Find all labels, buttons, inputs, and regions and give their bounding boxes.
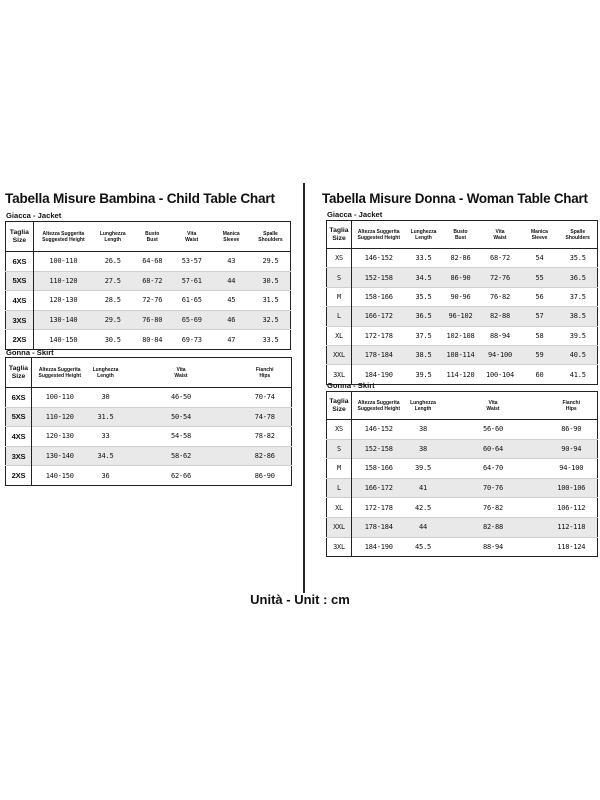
measurement-cell: 152-158: [352, 439, 406, 459]
size-cell: L: [327, 478, 352, 498]
measurement-cell: 118-124: [546, 537, 598, 557]
size-cell: 3XL: [327, 365, 352, 384]
woman-skirt-table: [326, 391, 598, 557]
size-cell: 2XS: [6, 330, 34, 350]
measurement-cell: 42.5: [406, 498, 441, 518]
measurement-cell: 90-96: [442, 287, 480, 306]
header-text: Shoulders: [565, 234, 590, 241]
column-header: [172, 222, 211, 252]
column-header: [442, 221, 480, 249]
measurement-cell: 57: [521, 307, 559, 326]
measurement-cell: 76-82: [441, 498, 546, 518]
measurement-cell: 43: [211, 252, 250, 272]
column-header: [480, 221, 521, 249]
header-text: Suggested Height: [357, 405, 400, 412]
header-text: Spalle: [570, 228, 586, 235]
header-text: Bust: [146, 236, 158, 243]
measurement-cell: 54-58: [124, 427, 239, 447]
measurement-cell: 72-76: [133, 291, 172, 311]
measurement-cell: 45.5: [406, 537, 441, 557]
measurement-cell: 30.5: [251, 271, 291, 291]
measurement-cell: 29.5: [251, 252, 291, 272]
header-text: Size: [11, 372, 26, 380]
size-cell: L: [327, 307, 352, 326]
measurement-cell: 102-108: [442, 326, 480, 345]
child-chart-title: Tabella Misure Bambina - Child Table Chart: [5, 191, 275, 206]
measurement-cell: 36.5: [406, 307, 442, 326]
measurement-cell: 38.5: [406, 345, 442, 364]
size-cell: XS: [327, 249, 352, 268]
size-cell: 6XS: [6, 388, 32, 408]
measurement-cell: 106-112: [546, 498, 598, 518]
measurement-cell: 56-60: [441, 420, 546, 440]
table-row: [6, 466, 292, 486]
measurement-cell: 34.5: [88, 446, 124, 466]
size-cell: 2XS: [6, 466, 32, 486]
table-row: [327, 517, 598, 537]
size-cell: XXL: [327, 517, 352, 537]
table-row: [6, 291, 291, 311]
column-header: [546, 392, 598, 420]
header-text: Suggested Height: [42, 236, 85, 243]
column-header: [352, 392, 406, 420]
size-cell: 3XS: [6, 446, 32, 466]
measurement-cell: 60-64: [441, 439, 546, 459]
table-row: [327, 478, 598, 498]
measurement-cell: 140-150: [33, 330, 93, 350]
measurement-cell: 166-172: [352, 307, 406, 326]
size-cell: 4XS: [6, 427, 32, 447]
measurement-cell: 82-86: [239, 446, 292, 466]
measurement-cell: 30: [88, 388, 124, 408]
measurement-cell: 36: [88, 466, 124, 486]
measurement-cell: 146-152: [352, 420, 406, 440]
measurement-cell: 82-88: [441, 517, 546, 537]
measurement-cell: 130-140: [33, 310, 93, 330]
header-text: Suggested Height: [38, 372, 81, 379]
table-row: [6, 271, 291, 291]
header-text: Taglia: [329, 226, 349, 234]
measurement-cell: 57-61: [172, 271, 211, 291]
header-text: Spalle: [263, 230, 278, 237]
table-row: [6, 310, 291, 330]
table-row: [327, 439, 598, 459]
column-header: [559, 221, 598, 249]
header-text: Lunghezza: [410, 399, 436, 406]
measurement-cell: 58: [521, 326, 559, 345]
column-header: [441, 392, 546, 420]
measurement-cell: 40.5: [559, 345, 598, 364]
header-text: Fianchi: [255, 366, 274, 373]
measurement-cell: 60: [521, 365, 559, 384]
measurement-cell: 152-158: [352, 268, 406, 287]
size-cell: S: [327, 439, 352, 459]
measurement-cell: 46: [211, 310, 250, 330]
header-text: Suggested Height: [357, 234, 400, 241]
measurement-cell: 39.5: [406, 365, 442, 384]
measurement-cell: 110-120: [33, 271, 93, 291]
measurement-cell: 94-100: [480, 345, 521, 364]
table-row: [6, 388, 292, 408]
column-header: [88, 358, 124, 388]
column-divider: [303, 183, 305, 593]
measurement-cell: 39.5: [559, 326, 598, 345]
header-text: Length: [414, 405, 432, 412]
measurement-cell: 36.5: [559, 268, 598, 287]
measurement-cell: 120-130: [33, 291, 93, 311]
header-text: Busto: [453, 228, 468, 235]
size-cell: XL: [327, 326, 352, 345]
measurement-cell: 37.5: [559, 287, 598, 306]
header-text: Shoulders: [258, 236, 283, 243]
measurement-cell: 38.5: [559, 307, 598, 326]
header-text: Sleeve: [223, 236, 240, 243]
measurement-cell: 33: [88, 427, 124, 447]
measurement-cell: 26.5: [93, 252, 132, 272]
column-header: [327, 221, 352, 249]
measurement-cell: 178-184: [352, 517, 406, 537]
measurement-cell: 158-166: [352, 459, 406, 479]
size-cell: XXL: [327, 345, 352, 364]
header-text: Manica: [531, 228, 548, 235]
header-text: Waist: [486, 405, 500, 412]
measurement-cell: 172-178: [352, 498, 406, 518]
column-header: [327, 392, 352, 420]
measurement-cell: 86-90: [442, 268, 480, 287]
measurement-cell: 31.5: [251, 291, 291, 311]
measurement-cell: 46-50: [124, 388, 239, 408]
header-text: Waist: [493, 234, 507, 241]
header-text: Lunghezza: [410, 228, 437, 235]
header-text: Altezza Suggerita: [357, 228, 400, 235]
measurement-cell: 82-86: [442, 249, 480, 268]
header-text: Vita: [187, 230, 197, 237]
measurement-cell: 114-120: [442, 365, 480, 384]
measurement-cell: 34.5: [406, 268, 442, 287]
measurement-cell: 100-104: [480, 365, 521, 384]
measurement-cell: 86-90: [546, 420, 598, 440]
measurement-cell: 35.5: [406, 287, 442, 306]
measurement-cell: 65-69: [172, 310, 211, 330]
header-text: Taglia: [9, 228, 29, 236]
measurement-cell: 158-166: [352, 287, 406, 306]
header-text: Hips: [259, 372, 271, 379]
header-text: Altezza Suggerita: [42, 230, 85, 237]
header-text: Vita: [495, 228, 505, 235]
table-row: [327, 345, 598, 364]
measurement-cell: 88-94: [480, 326, 521, 345]
measurement-cell: 28.5: [93, 291, 132, 311]
size-cell: 3XS: [6, 310, 34, 330]
table-row: [327, 537, 598, 557]
header-text: Taglia: [329, 397, 349, 405]
column-header: [406, 392, 441, 420]
column-header: [6, 222, 34, 252]
measurement-cell: 110-120: [32, 407, 88, 427]
measurement-cell: 184-190: [352, 537, 406, 557]
header-text: Fianchi: [562, 399, 580, 406]
measurement-cell: 100-106: [546, 478, 598, 498]
measurement-cell: 62-66: [124, 466, 239, 486]
measurement-cell: 178-184: [352, 345, 406, 364]
measurement-cell: 41: [406, 478, 441, 498]
table-row: [327, 326, 598, 345]
table-row: [327, 287, 598, 306]
table-row: [6, 330, 291, 350]
header-text: Altezza Suggerita: [357, 399, 400, 406]
header-text: Lunghezza: [99, 230, 126, 237]
table-row: [6, 427, 292, 447]
measurement-cell: 38: [406, 420, 441, 440]
table-row: [327, 307, 598, 326]
measurement-cell: 32.5: [251, 310, 291, 330]
column-header: [93, 222, 132, 252]
measurement-cell: 72-76: [480, 268, 521, 287]
header-text: Waist: [174, 372, 188, 379]
measurement-cell: 39.5: [406, 459, 441, 479]
size-cell: XS: [327, 420, 352, 440]
column-header: [251, 222, 291, 252]
measurement-cell: 44: [406, 517, 441, 537]
measurement-cell: 100-110: [33, 252, 93, 272]
table-row: [6, 252, 291, 272]
size-cell: M: [327, 459, 352, 479]
measurement-cell: 86-90: [239, 466, 292, 486]
measurement-cell: 64-68: [133, 252, 172, 272]
table-row: [327, 459, 598, 479]
measurement-cell: 108-114: [442, 345, 480, 364]
column-header: [239, 358, 292, 388]
size-cell: 5XS: [6, 271, 34, 291]
measurement-cell: 70-74: [239, 388, 292, 408]
column-header: [352, 221, 406, 249]
size-cell: M: [327, 287, 352, 306]
child-jacket-table: [5, 221, 291, 350]
header-text: Busto: [145, 230, 160, 237]
column-header: [124, 358, 239, 388]
woman-skirt-label: Gonna - Skirt: [327, 381, 375, 390]
woman-jacket-table: [326, 220, 598, 385]
measurement-cell: 35.5: [559, 249, 598, 268]
unit-note: Unità - Unit : cm: [250, 592, 350, 607]
column-header: [33, 222, 93, 252]
measurement-cell: 68-72: [133, 271, 172, 291]
measurement-cell: 96-102: [442, 307, 480, 326]
table-row: [6, 407, 292, 427]
table-row: [327, 420, 598, 440]
measurement-cell: 27.5: [93, 271, 132, 291]
woman-chart-title: Tabella Misure Donna - Woman Table Chart: [322, 191, 588, 206]
header-text: Taglia: [8, 364, 29, 372]
header-text: Vita: [488, 399, 498, 406]
header-text: Length: [415, 234, 432, 241]
column-header: [133, 222, 172, 252]
measurement-cell: 54: [521, 249, 559, 268]
measurement-cell: 68-72: [480, 249, 521, 268]
column-header: [6, 358, 32, 388]
measurement-cell: 44: [211, 271, 250, 291]
measurement-cell: 33.5: [251, 330, 291, 350]
woman-jacket-label: Giacca - Jacket: [327, 210, 383, 219]
measurement-cell: 41.5: [559, 365, 598, 384]
header-text: Waist: [185, 236, 199, 243]
measurement-cell: 64-70: [441, 459, 546, 479]
measurement-cell: 30.5: [93, 330, 132, 350]
measurement-cell: 146-152: [352, 249, 406, 268]
measurement-cell: 112-118: [546, 517, 598, 537]
column-header: [211, 222, 250, 252]
measurement-cell: 78-82: [239, 427, 292, 447]
measurement-cell: 56: [521, 287, 559, 306]
child-skirt-table: [5, 357, 292, 486]
measurement-cell: 166-172: [352, 478, 406, 498]
measurement-cell: 69-73: [172, 330, 211, 350]
header-text: Length: [104, 236, 122, 243]
measurement-cell: 90-94: [546, 439, 598, 459]
table-row: [327, 498, 598, 518]
measurement-cell: 33.5: [406, 249, 442, 268]
column-header: [406, 221, 442, 249]
column-header: [32, 358, 88, 388]
measurement-cell: 120-130: [32, 427, 88, 447]
header-text: Hips: [565, 405, 577, 412]
measurement-cell: 88-94: [441, 537, 546, 557]
measurement-cell: 58-62: [124, 446, 239, 466]
measurement-cell: 70-76: [441, 478, 546, 498]
measurement-cell: 76-80: [133, 310, 172, 330]
header-text: Sleeve: [531, 234, 548, 241]
child-skirt-label: Gonna - Skirt: [6, 348, 54, 357]
measurement-cell: 53-57: [172, 252, 211, 272]
measurement-cell: 47: [211, 330, 250, 350]
measurement-cell: 74-78: [239, 407, 292, 427]
measurement-cell: 172-178: [352, 326, 406, 345]
column-header: [521, 221, 559, 249]
measurement-cell: 29.5: [93, 310, 132, 330]
header-text: Size: [12, 236, 27, 244]
measurement-cell: 80-84: [133, 330, 172, 350]
header-text: Length: [97, 372, 114, 379]
measurement-cell: 38: [406, 439, 441, 459]
header-text: Vita: [176, 366, 186, 373]
measurement-cell: 76-82: [480, 287, 521, 306]
measurement-cell: 130-140: [32, 446, 88, 466]
measurement-cell: 37.5: [406, 326, 442, 345]
child-jacket-label: Giacca - Jacket: [6, 211, 62, 220]
size-cell: 4XS: [6, 291, 34, 311]
header-text: Lunghezza: [92, 366, 119, 373]
measurement-cell: 50-54: [124, 407, 239, 427]
size-cell: XL: [327, 498, 352, 518]
size-cell: 5XS: [6, 407, 32, 427]
header-text: Manica: [222, 230, 240, 237]
measurement-cell: 100-110: [32, 388, 88, 408]
size-cell: 3XL: [327, 537, 352, 557]
measurement-cell: 82-88: [480, 307, 521, 326]
measurement-cell: 94-100: [546, 459, 598, 479]
measurement-cell: 55: [521, 268, 559, 287]
header-text: Bust: [454, 234, 467, 241]
measurement-cell: 184-190: [352, 365, 406, 384]
header-text: Altezza Suggerita: [38, 366, 81, 373]
measurement-cell: 45: [211, 291, 250, 311]
table-row: [327, 249, 598, 268]
table-row: [6, 446, 292, 466]
measurement-cell: 31.5: [88, 407, 124, 427]
table-row: [327, 268, 598, 287]
header-text: Size: [332, 234, 346, 242]
measurement-cell: 59: [521, 345, 559, 364]
size-cell: S: [327, 268, 352, 287]
size-cell: 6XS: [6, 252, 34, 272]
measurement-cell: 61-65: [172, 291, 211, 311]
measurement-cell: 140-150: [32, 466, 88, 486]
header-text: Size: [332, 405, 346, 413]
